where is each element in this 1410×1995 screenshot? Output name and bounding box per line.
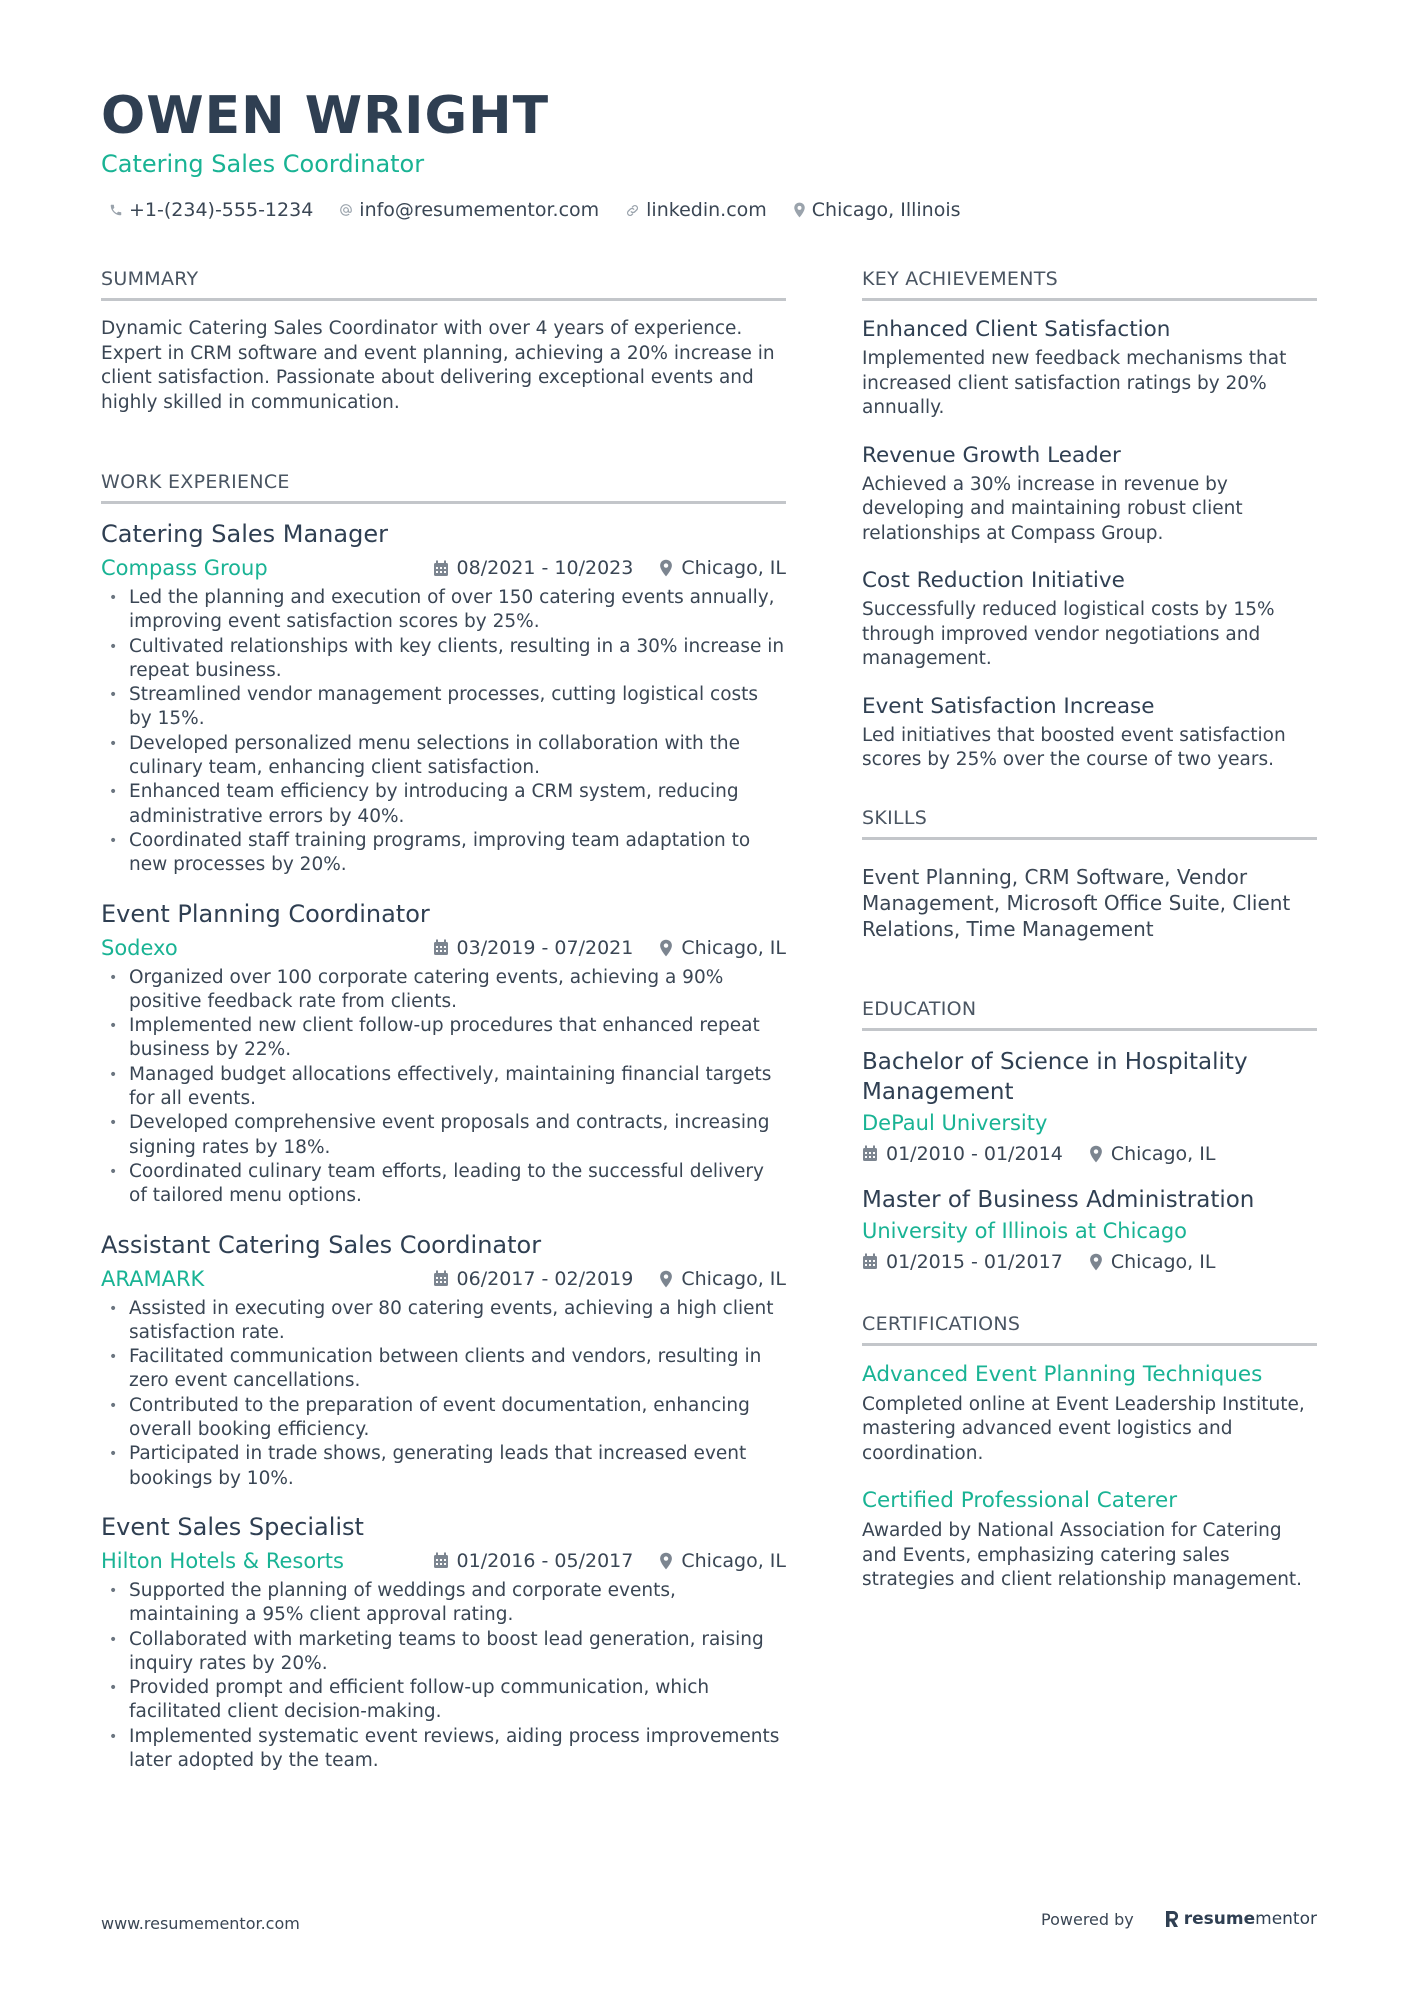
job-meta-right [433,937,786,959]
achievement-title: Enhanced Client Satisfaction [862,317,1171,342]
job-bullets [101,966,786,1209]
at-icon [339,203,353,217]
calendar-icon [433,1270,449,1287]
job-bullet: • Implemented new client follow-up procedures that enhanced repeat business by 22%. [101,1014,786,1063]
job-bullet: • Provided prompt and efficient follow-up communication, which facilitated client decision-making. [101,1676,786,1725]
job-dates-text: 01/2016 - 05/2017 [456,1549,634,1572]
job-location-text: Chicago, IL [681,1267,786,1290]
phone-text: +1-(234)-555-1234 [129,199,314,221]
job-dates [433,557,634,579]
job-company: Sodexo [101,935,178,960]
contact-location [793,199,961,221]
job-bullet: • Cultivated relationships with key clients, resulting in a 30% increase in repeat business. [101,635,786,684]
achievement-title: Revenue Growth Leader [862,442,1121,468]
contact-bar [109,199,987,221]
contact-phone [109,199,313,221]
education-school: DePaul University [862,1110,1048,1135]
link-icon [625,203,640,218]
job-bullet: • Enhanced team efficiency by introducing a CRM system, reducing administrative errors by 40%. [101,780,786,829]
skills-text: Event Planning, CRM Software, Vendor Management, Microsoft Office Suite, Client Relations, Time Management [862,864,1291,941]
certification-item [862,1488,1317,1593]
job-bullet: • Facilitated communication between clients and vendors, resulting in zero event cancellations. [101,1345,786,1394]
job-dates-text: 03/2019 - 07/2021 [456,936,634,959]
location-pin-icon [659,1552,673,1570]
calendar-icon [433,939,449,956]
job-location [659,1268,786,1290]
education-dates [862,1251,1063,1273]
job-entry [101,900,786,1209]
achievements-list [862,317,1317,773]
contact-linkedin[interactable] [625,199,767,221]
achievement-item [862,317,1317,421]
job-dates-text: 08/2021 - 10/2023 [456,557,634,579]
job-meta [101,556,786,580]
achievement-text: Led initiatives that boosted event satisfaction scores by 25% over the course of two years. [862,724,1286,770]
certification-title: Advanced Event Planning Techniques [862,1361,1263,1387]
job-bullets [101,586,786,878]
location-text: Chicago, Illinois [811,199,961,221]
job-company: Compass Group [101,556,268,580]
achievement-title: Event Satisfaction Increase [862,693,1155,719]
education-degree: Bachelor of Science in Hospitality Management [862,1048,1248,1105]
job-bullet: • Led the planning and execution of over 150 catering events annually, improving event satisfaction scores by 25%. [101,586,786,635]
job-meta [101,1549,786,1573]
phone-icon [109,203,123,217]
certification-text: Completed online at Event Leadership Institute, mastering advanced event logistics and coordination. [862,1393,1305,1464]
education-school: University of Illinois at Chicago [862,1218,1188,1243]
job-location-text: Chicago, IL [681,557,786,579]
job-bullet: • Streamlined vendor management processes, cutting logistical costs by 15%. [101,683,786,732]
job-company: ARAMARK [101,1266,205,1291]
footer-website[interactable]: www.resumementor.com [101,1914,300,1933]
job-entry [101,1231,786,1491]
job-title: Event Sales Specialist [101,1512,364,1541]
calendar-icon [862,1253,878,1270]
job-bullet: • Coordinated culinary team efforts, leading to the successful delivery of tailored menu options. [101,1160,786,1209]
achievements-heading: KEY ACHIEVEMENTS [862,268,1317,301]
job-bullet: • Managed budget allocations effectively, maintaining financial targets for all events. [101,1063,786,1112]
location-pin-icon [1089,1145,1103,1163]
job-title: Event Planning Coordinator [101,899,430,928]
achievement-text: Achieved a 30% increase in revenue by developing and maintaining robust client relationships at Compass Group. [862,473,1243,544]
job-company: Hilton Hotels & Resorts [101,1548,344,1573]
job-bullet: • Organized over 100 corporate catering events, achieving a 90% positive feedback rate from clients. [101,966,786,1015]
job-location [659,937,786,959]
certifications-heading: CERTIFICATIONS [862,1313,1317,1346]
education-dates-text: 01/2015 - 01/2017 [886,1250,1063,1273]
education-location [1089,1251,1216,1273]
job-bullet: • Contributed to the preparation of event documentation, enhancing overall booking efficiency. [101,1394,786,1443]
education-meta [862,1143,1317,1165]
skills-heading: SKILLS [862,807,1317,840]
job-dates [433,1268,634,1290]
job-title: Assistant Catering Sales Coordinator [101,1230,542,1259]
education-location [1089,1143,1216,1165]
brand-name-part1: resume [1183,1909,1256,1929]
job-bullet: • Assisted in executing over 80 catering events, achieving a high client satisfaction rate. [101,1297,786,1346]
right-column [862,268,1317,1615]
job-bullet: • Collaborated with marketing teams to boost lead generation, raising inquiry rates by 20%. [101,1628,786,1677]
education-location-text: Chicago, IL [1110,1250,1216,1273]
certification-text: Awarded by National Association for Catering and Events, emphasizing catering sales strategies and client relationship management. [862,1520,1303,1590]
job-meta-right [433,1268,786,1290]
education-item [862,1047,1317,1165]
job-meta [101,1267,786,1291]
job-dates-text: 06/2017 - 02/2019 [456,1267,634,1290]
contact-email[interactable] [339,199,599,221]
achievement-item [862,694,1317,773]
job-title: Catering Sales Manager [101,520,388,548]
education-heading: EDUCATION [862,998,1317,1031]
job-bullet: • Developed personalized menu selections in collaboration with the culinary team, enhancing client satisfaction. [101,732,786,781]
achievement-title: Cost Reduction Initiative [862,568,1125,593]
achievement-text: Implemented new feedback mechanisms that increased client satisfaction ratings by 20% annually. [862,348,1287,418]
job-location-text: Chicago, IL [681,1549,786,1572]
email-text: info@resumementor.com [359,199,600,221]
job-dates [433,1550,634,1572]
education-location-text: Chicago, IL [1110,1142,1216,1165]
education-dates-text: 01/2010 - 01/2014 [886,1142,1063,1165]
certifications-list [862,1362,1317,1593]
summary-heading: SUMMARY [101,268,786,301]
candidate-name: OWEN WRIGHT [101,86,550,146]
left-column [101,268,786,1795]
calendar-icon [862,1145,878,1162]
job-bullet: • Developed comprehensive event proposals and contracts, increasing signing rates by 18%. [101,1111,786,1160]
achievement-text: Successfully reduced logistical costs by 15% through improved vendor negotiations and management. [862,599,1275,669]
job-entry [101,520,786,878]
resumementor-logo-icon [1164,1909,1180,1929]
achievement-item [862,568,1317,672]
powered-by-text: Powered by [1041,1909,1134,1929]
education-degree: Master of Business Administration [862,1186,1255,1213]
education-item [862,1185,1317,1273]
job-location [659,1550,786,1572]
resumementor-logo[interactable] [1164,1909,1317,1929]
job-meta-right [433,557,786,579]
job-location [659,557,786,579]
summary-text: Dynamic Catering Sales Coordinator with over 4 years of experience. Expert in CRM software and event planning, achieving a 20% increase in client satisfaction. Passionate about delivering exceptional events and highly skilled in communication. [101,318,775,413]
footer-branding [1041,1909,1317,1929]
location-pin-icon [659,559,673,577]
job-meta [101,936,786,960]
location-pin-icon [659,1270,673,1288]
location-pin-icon [793,202,806,218]
location-pin-icon [1089,1253,1103,1271]
education-dates [862,1143,1063,1165]
calendar-icon [433,1552,449,1569]
experience-heading: WORK EXPERIENCE [101,471,786,504]
job-bullet: • Coordinated staff training programs, improving team adaptation to new processes by 20%. [101,829,786,878]
candidate-title: Catering Sales Coordinator [101,150,425,178]
linkedin-text: linkedin.com [646,199,767,221]
calendar-icon [433,560,449,577]
certification-item [862,1362,1317,1467]
certification-title: Certified Professional Caterer [862,1488,1178,1513]
job-entry [101,1513,786,1773]
job-bullets [101,1579,786,1773]
education-meta [862,1251,1317,1273]
education-list [862,1047,1317,1273]
job-dates [433,937,634,959]
job-bullets [101,1297,786,1491]
job-meta-right [433,1550,786,1572]
brand-name-part2: mentor [1255,1909,1317,1929]
job-location-text: Chicago, IL [681,936,786,959]
job-bullet: • Supported the planning of weddings and corporate events, maintaining a 95% client approval rating. [101,1579,786,1628]
job-bullet: • Participated in trade shows, generating leads that increased event bookings by 10%. [101,1442,786,1491]
location-pin-icon [659,939,673,957]
job-bullet: • Implemented systematic event reviews, aiding process improvements later adopted by the team. [101,1725,786,1774]
achievement-item [862,443,1317,547]
